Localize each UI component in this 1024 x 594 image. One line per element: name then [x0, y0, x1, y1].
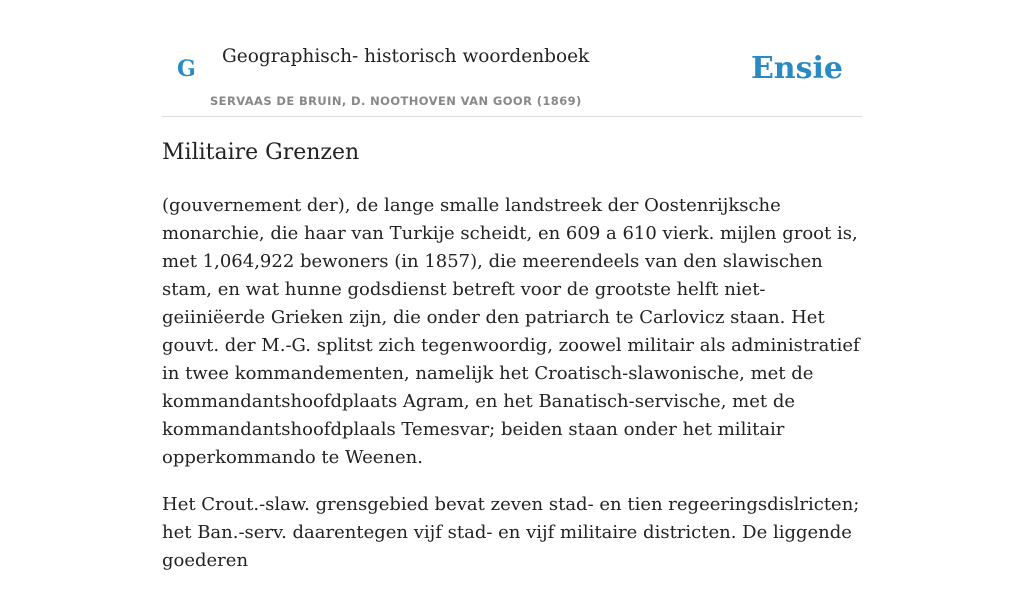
book-logo-icon[interactable]: G	[177, 56, 196, 82]
entry-title: Militaire Grenzen	[162, 140, 360, 165]
book-title[interactable]: Geographisch- historisch woordenboek	[222, 46, 590, 67]
book-header	[162, 0, 862, 117]
ensie-logo[interactable]: Ensie	[750, 51, 843, 86]
entry-body	[162, 192, 862, 594]
entry-paragraph-1: (gouvernement der), de lange smalle landstreek der Oostenrijksche monarchie, die haar van Turkije scheidt, en 609 a 610 vierk. mijlen groot is, met 1,064,922 bewoners (in 1857), die meerendeels van den slawischen stam, en wat hunne godsdienst betreft voor de grootste helft niet-geiiniëerde Grieken zijn, die onder den patriarch te Carlovicz staan. Het gouvt. der M.-G. splitst zich tegenwoordig, zoowel militair als administratief in twee kommandementen, namelijk het Croatisch-slawonische, met de kommandantshoofdplaats Agram, en het Banatisch-servische, met de kommandantshoofdplaals Temesvar; beiden staan onder het militair opperkommando te Weenen.	[162, 195, 860, 468]
book-author: SERVAAS DE BRUIN, D. NOOTHOVEN VAN GOOR (1869)	[210, 94, 582, 108]
entry-paragraph-2: Het Crout.-slaw. grensgebied bevat zeven stad- en tien regeeringsdislricten; het Ban.-serv. daarentegen vijf stad- en vijf militaire districten. De liggende goederen	[162, 494, 860, 571]
